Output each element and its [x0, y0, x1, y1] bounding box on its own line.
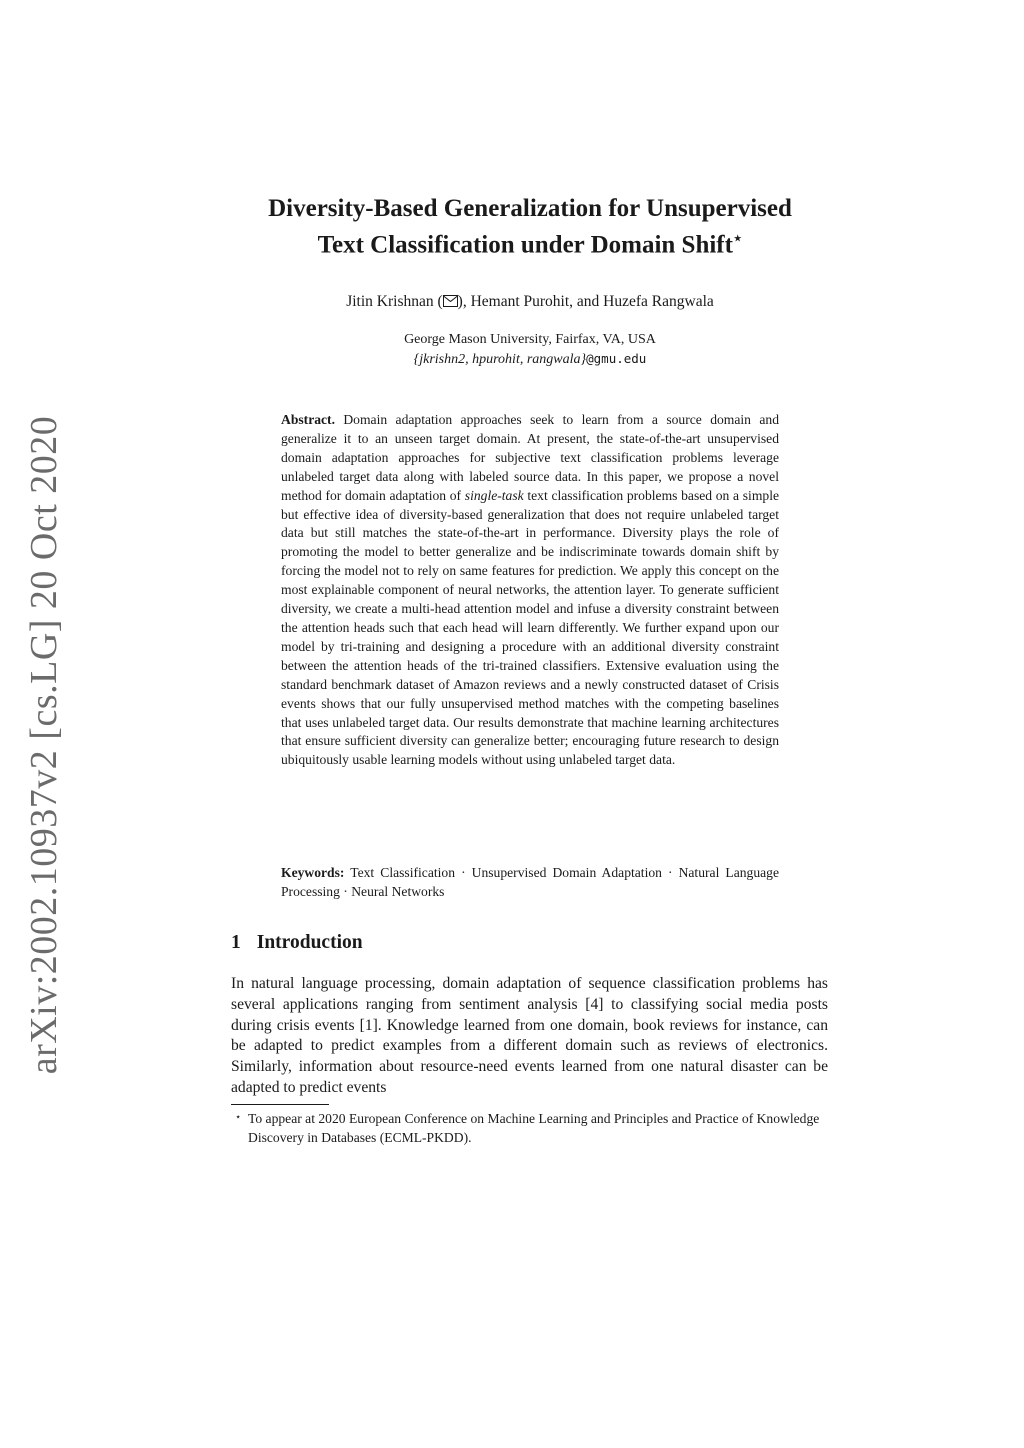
section-title: Introduction: [256, 932, 363, 953]
abstract-text-1: Domain adaptation approaches seek to learn from a source domain and generalize it to an unseen target domain. At present, the state-of-the-art unsupervised domain adaptation approaches for subjective text classification problems leverage unlabeled target data along with labeled source data. In this paper, we propose a novel method for domain adaptation of: [281, 412, 779, 503]
author-first-close: ),: [457, 293, 467, 310]
author-list: [230, 293, 830, 311]
envelope-icon: [443, 295, 458, 307]
keywords: [281, 863, 779, 901]
paper-title: [230, 193, 830, 260]
section-number: 1: [231, 932, 241, 953]
email-domain: @gmu.edu: [586, 351, 647, 366]
title-footnote-mark: ⋆: [732, 231, 743, 247]
affiliation-line: George Mason University, Fairfax, VA, USA: [404, 332, 656, 347]
email-names: {jkrishn2, hpurohit, rangwala}: [413, 352, 587, 367]
footnote-rule: [231, 1104, 329, 1105]
affiliation-block: [230, 330, 830, 369]
title-line-2: Text Classification under Domain Shift: [317, 231, 733, 259]
abstract: [281, 411, 779, 770]
keywords-text: Text Classification · Unsupervised Domain Adaptation · Natural Language Processing · Neural Networks: [281, 865, 779, 899]
footnote-mark: ⋆: [235, 1112, 242, 1123]
email-line: [230, 349, 830, 369]
author-first: Jitin Krishnan (: [346, 293, 443, 310]
intro-paragraph: In natural language processing, domain adaptation of sequence classification problems has several applications ranging from sentiment analysis [4] to classifying social media posts during crisis events [1]. Knowledge learned from one domain, book reviews for instance, can be adapted to predict examples from a different domain such as reviews of electronics. Similarly, information about resource-need events learned from one natural disaster can be adapted to predict events: [231, 975, 828, 1096]
section-heading: [231, 932, 363, 954]
footnote-text: To appear at 2020 European Conference on Machine Learning and Principles and Practice of Knowledge Discovery in Databases (ECML-PKDD).: [248, 1111, 820, 1145]
author-rest: Hemant Purohit, and Huzefa Rangwala: [466, 293, 714, 310]
keywords-label: Keywords:: [281, 865, 345, 880]
abstract-text-2: text classification problems based on a simple but effective idea of diversity-based generalization that does not require unlabeled target data but still matches the state-of-the-art in performance. Diversity plays the role of promoting the model to better generalize and be indiscriminate towards domain shift by forcing the model not to rely on same features for prediction. We apply this concept on the most explainable component of neural networks, the attention layer. To generate sufficient diversity, we create a multi-head attention model and infuse a diversity constraint between the attention heads such that each head will learn differently. We further expand upon our model by tri-training and designing a procedure with an additional diversity constraint between the attention heads of the tri-trained classifiers. Extensive evaluation using the standard benchmark dataset of Amazon reviews and a newly constructed dataset of Crisis events shows that our fully unsupervised method matches with the competing baselines that uses unlabeled target data. Our results demonstrate that machine learning architectures that ensure sufficient diversity can generalize better; encouraging future research to design ubiquitously usable learning models without using unlabeled target data.: [281, 487, 780, 768]
abstract-emphasis: single-task: [464, 487, 524, 503]
title-line-1: Diversity-Based Generalization for Unsupervised: [268, 195, 792, 222]
abstract-label: Abstract.: [281, 412, 335, 427]
arxiv-side-stamp: arXiv:2002.10937v2 [cs.LG] 20 Oct 2020: [23, 415, 65, 1075]
footnote: [231, 1109, 828, 1147]
